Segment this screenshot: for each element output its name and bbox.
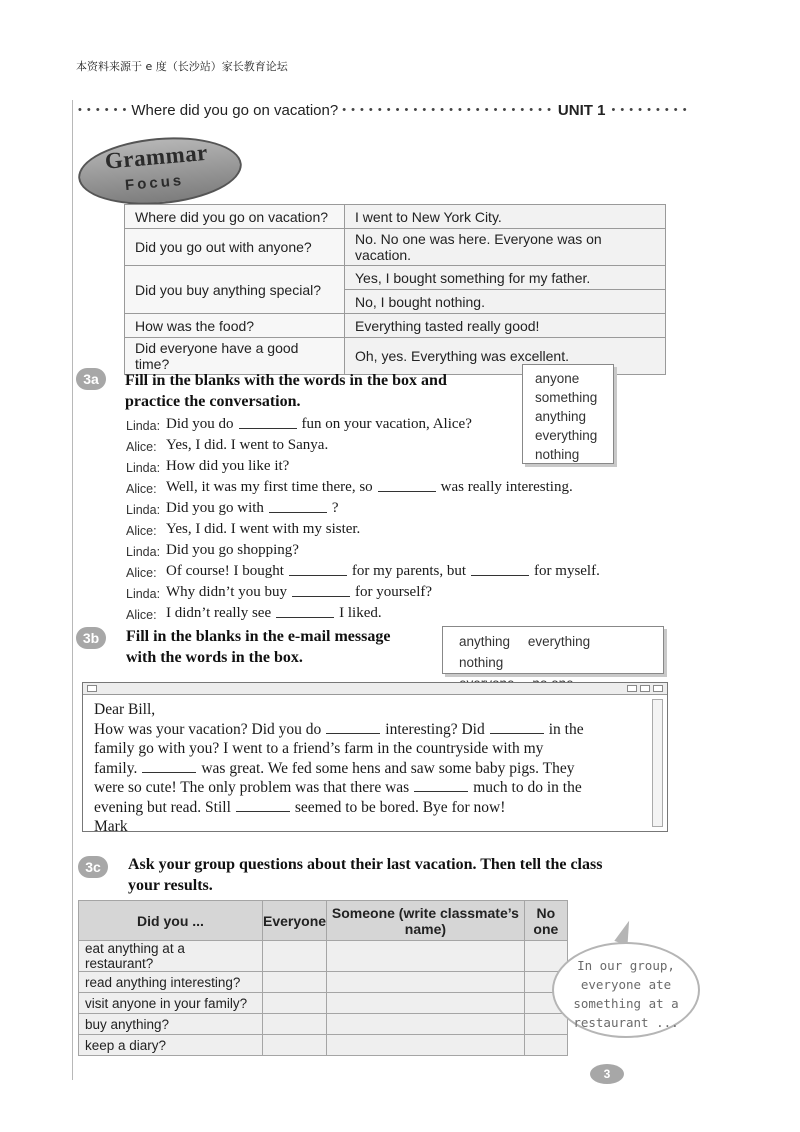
- email-line: [94, 759, 642, 779]
- email-line: family go with you? I went to a friend’s farm in the countryside with my: [94, 740, 544, 757]
- email-text: much to do in the: [473, 779, 582, 796]
- speaker-label: Linda:: [126, 419, 161, 433]
- bubble-line: something at a: [573, 996, 679, 1011]
- dialog-text: Did you go shopping?: [166, 542, 299, 558]
- answer-cell[interactable]: [263, 972, 327, 993]
- answer-blank[interactable]: [269, 499, 327, 513]
- dialog-line: [126, 583, 600, 604]
- dialog-text: for myself.: [534, 563, 600, 579]
- instruction-line: your results.: [128, 877, 213, 894]
- answer-cell[interactable]: [327, 1014, 525, 1035]
- source-note: 本资料来源于 e 度（长沙站）家长教育论坛: [76, 60, 288, 73]
- speaker-label: Alice:: [126, 440, 157, 454]
- dialog-line: [126, 562, 600, 583]
- email-signature: Mark: [94, 818, 128, 835]
- instruction-line: Fill in the blanks with the words in the box and: [125, 372, 447, 389]
- question-cell: eat anything at a restaurant?: [79, 941, 263, 972]
- exercise-3c-instruction: [128, 854, 602, 896]
- email-text: How was your vacation? Did you do: [94, 720, 322, 738]
- answer-cell[interactable]: [327, 993, 525, 1014]
- speaker-label: Linda:: [126, 587, 161, 601]
- bubble-line: restaurant ...: [573, 1015, 679, 1030]
- word-box-item: anything: [459, 634, 511, 649]
- email-text: in the: [548, 720, 584, 738]
- bubble-line: In our group,: [577, 958, 675, 973]
- dialog-line: [126, 499, 600, 520]
- answer-cell[interactable]: [263, 941, 327, 972]
- conversation-3a: [126, 415, 600, 625]
- email-window: [82, 682, 668, 835]
- answer-blank[interactable]: [236, 798, 290, 812]
- word-box-item: nothing: [459, 655, 504, 670]
- answer-cell: I went to New York City.: [345, 205, 666, 229]
- speaker-label: Alice:: [126, 482, 157, 496]
- window-menu-icon[interactable]: [87, 685, 97, 692]
- word-box-item: anyone: [535, 371, 580, 386]
- email-text: interesting? Did: [385, 720, 485, 738]
- answer-cell[interactable]: [263, 1035, 327, 1056]
- table-header-row: [79, 901, 568, 941]
- dialog-text: was really interesting.: [440, 479, 573, 495]
- exercise-3b-tag: 3b: [76, 627, 106, 649]
- bubble-line: everyone ate: [580, 977, 672, 992]
- answer-cell: No, I bought nothing.: [345, 290, 666, 314]
- table-row: [125, 266, 666, 290]
- dialog-text: fun on your vacation, Alice?: [301, 416, 472, 432]
- speaker-label: Linda:: [126, 545, 161, 559]
- instruction-line: Ask your group questions about their last vacation. Then tell the class: [128, 856, 603, 873]
- unit-header: [78, 98, 690, 122]
- email-body: [94, 700, 642, 837]
- dialog-line: [126, 478, 600, 499]
- close-icon[interactable]: [653, 685, 663, 692]
- grammar-badge-subtitle: Focus: [124, 171, 185, 195]
- answer-cell[interactable]: [327, 941, 525, 972]
- answer-blank[interactable]: [289, 562, 347, 576]
- question-cell: Did you buy anything special?: [125, 266, 345, 314]
- table-row: [79, 941, 568, 972]
- answer-blank[interactable]: [471, 562, 529, 576]
- table-row: [125, 205, 666, 229]
- answer-cell: Oh, yes. Everything was excellent.: [345, 338, 666, 375]
- speaker-label: Linda:: [126, 461, 161, 475]
- dialog-text: Yes, I did. I went with my sister.: [166, 521, 361, 537]
- email-text: was great. We fed some hens and saw some baby pigs. They: [201, 759, 575, 777]
- answer-blank[interactable]: [414, 778, 468, 792]
- instruction-line: practice the conversation.: [125, 393, 301, 410]
- question-cell: keep a diary?: [79, 1035, 263, 1056]
- dialog-text: Of course! I bought: [166, 563, 284, 579]
- dialog-text: Well, it was my first time there, so: [166, 479, 373, 495]
- answer-cell[interactable]: [327, 972, 525, 993]
- header-dots-left: • • • • • •: [78, 104, 128, 116]
- word-box-item: something: [535, 390, 598, 405]
- exercise-3c-tag: 3c: [78, 856, 108, 878]
- table-row: [79, 1014, 568, 1035]
- answer-blank[interactable]: [490, 720, 544, 734]
- grammar-focus-badge: [75, 131, 244, 211]
- dialog-text: Yes, I did. I went to Sanya.: [166, 437, 329, 453]
- instruction-line: with the words in the box.: [126, 649, 303, 666]
- column-header: No one: [524, 901, 567, 941]
- minimize-icon[interactable]: [627, 685, 637, 692]
- column-header: Someone (write classmate’s name): [327, 901, 525, 941]
- word-box-item: everything: [535, 428, 598, 443]
- table-row: [79, 993, 568, 1014]
- dialog-text: I liked.: [339, 605, 382, 621]
- answer-cell[interactable]: [327, 1035, 525, 1056]
- column-header: Everyone: [263, 901, 327, 941]
- speaker-label: Alice:: [126, 566, 157, 580]
- header-dots-middle: • • • • • • • • • • • • • • • • • • • • • • • •: [342, 104, 552, 116]
- email-text: seemed to be bored. Bye for now!: [294, 798, 506, 816]
- question-cell: Where did you go on vacation?: [125, 205, 345, 229]
- dialog-line: [126, 415, 600, 436]
- speaker-label: Alice:: [126, 608, 157, 622]
- word-box-item: everything: [527, 634, 591, 649]
- dialog-text: Why didn’t you buy: [166, 584, 287, 600]
- page-number: 3: [590, 1064, 624, 1084]
- table-row: [79, 1035, 568, 1056]
- table-row: [125, 229, 666, 266]
- answer-blank[interactable]: [292, 583, 350, 597]
- column-header: Did you ...: [79, 901, 263, 941]
- dialog-line: [126, 604, 600, 625]
- dialog-line: [126, 436, 600, 457]
- dialog-text: I didn’t really see: [166, 605, 272, 621]
- answer-blank[interactable]: [142, 759, 196, 773]
- question-cell: How was the food?: [125, 314, 345, 338]
- email-titlebar: [83, 683, 667, 695]
- answer-blank[interactable]: [378, 478, 436, 492]
- dialog-text: Did you do: [166, 416, 234, 432]
- email-text: were so cute! The only problem was that there was: [94, 779, 410, 796]
- question-cell: Did you go out with anyone?: [125, 229, 345, 266]
- email-line: [94, 778, 642, 798]
- survey-table: [78, 900, 568, 1056]
- exercise-3b-instruction: [126, 626, 390, 668]
- word-box-item: nothing: [535, 447, 580, 462]
- question-cell: Did everyone have a good time?: [125, 338, 345, 375]
- answer-blank[interactable]: [326, 720, 380, 734]
- dialog-text: Did you go with: [166, 500, 264, 516]
- question-cell: read anything interesting?: [79, 972, 263, 993]
- answer-cell: No. No one was here. Everyone was on vacation.: [345, 229, 666, 266]
- answer-cell[interactable]: [263, 1014, 327, 1035]
- email-text: evening but read. Still: [94, 798, 231, 816]
- email-scrollbar[interactable]: [652, 699, 663, 827]
- dialog-text: for yourself?: [354, 584, 433, 600]
- answer-cell: Yes, I bought something for my father.: [345, 266, 666, 290]
- table-row: [79, 972, 568, 993]
- speaker-label: Linda:: [126, 503, 161, 517]
- table-row: [125, 314, 666, 338]
- answer-blank[interactable]: [239, 415, 297, 429]
- word-box-row: [459, 631, 663, 673]
- email-line: [94, 720, 642, 740]
- header-dots-right: • • • • • • • • •: [611, 104, 688, 116]
- dialog-line: [126, 541, 600, 562]
- dialog-text: How did you like it?: [166, 458, 290, 474]
- instruction-line: Fill in the blanks in the e-mail message: [126, 628, 391, 645]
- email-line: [94, 798, 642, 818]
- unit-title: Where did you go on vacation?: [131, 101, 339, 119]
- dialog-line: [126, 520, 600, 541]
- answer-cell[interactable]: [263, 993, 327, 1014]
- word-box-3b: [442, 626, 664, 674]
- exercise-3a-instruction: [125, 370, 447, 412]
- answer-cell: Everything tasted really good!: [345, 314, 666, 338]
- maximize-icon[interactable]: [640, 685, 650, 692]
- email-text: family.: [94, 759, 138, 777]
- unit-label: UNIT 1: [557, 101, 606, 119]
- dialog-line: [126, 457, 600, 478]
- dialog-text: ?: [331, 500, 339, 516]
- grammar-table: [124, 204, 666, 375]
- answer-cell[interactable]: [524, 1035, 567, 1056]
- email-greeting: Dear Bill,: [94, 701, 156, 718]
- speech-bubble: [552, 942, 700, 1038]
- speaker-label: Alice:: [126, 524, 157, 538]
- question-cell: visit anyone in your family?: [79, 993, 263, 1014]
- grammar-badge-title: Grammar: [103, 139, 209, 174]
- word-box-item: anything: [535, 409, 587, 424]
- question-cell: buy anything?: [79, 1014, 263, 1035]
- page-margin-rule: [72, 100, 73, 1080]
- dialog-text: for my parents, but: [351, 563, 467, 579]
- answer-blank[interactable]: [276, 604, 334, 618]
- exercise-3a-tag: 3a: [76, 368, 106, 390]
